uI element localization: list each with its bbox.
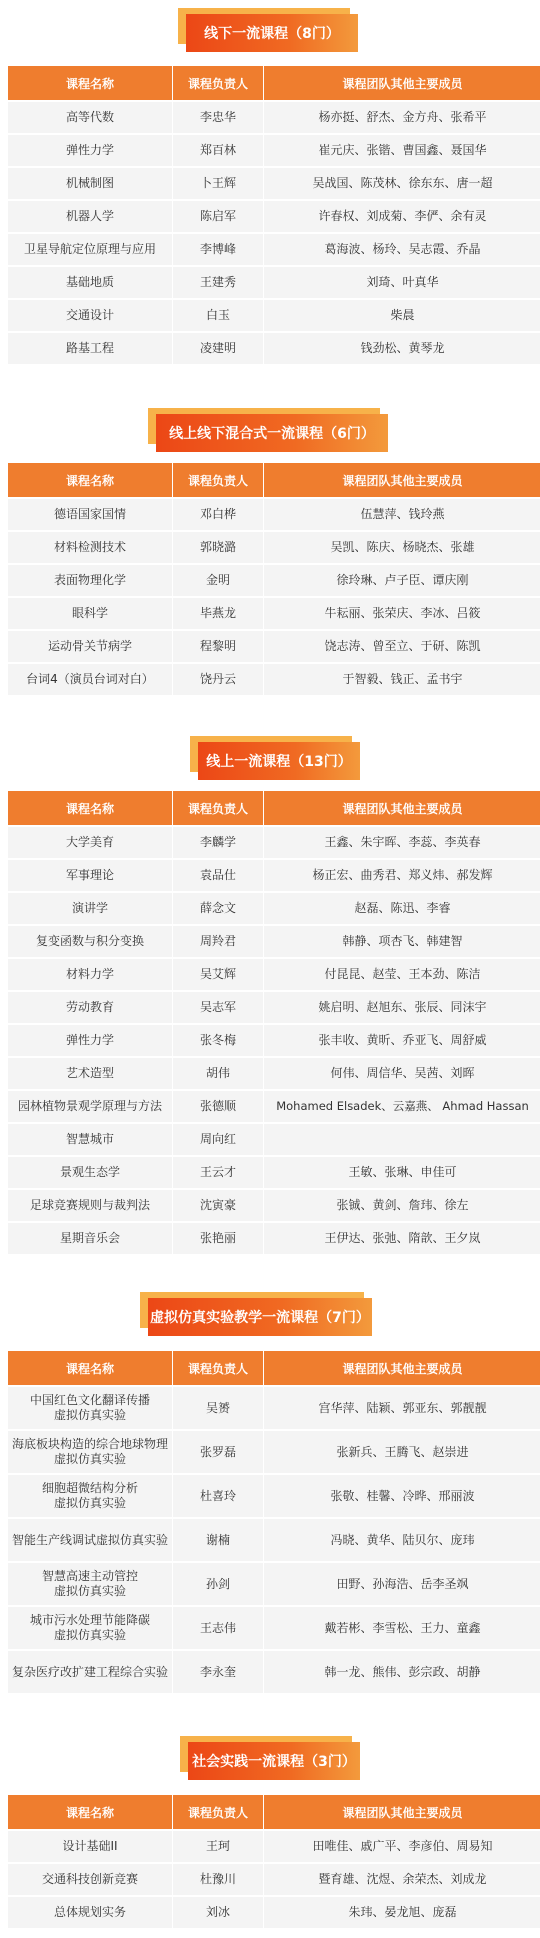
table-row [8,827,540,858]
course-leader-cell: 凌建明 [172,333,263,364]
course-name-cell: 德语国家国情 [8,499,172,530]
course-name-cell: 高等代数 [8,102,172,133]
team-members-cell: 王敏、张琳、申佳可 [263,1157,540,1188]
course-leader-cell: 郭晓潞 [172,532,263,563]
course-leader-cell: 白玉 [172,300,263,331]
course-name-cell: 足球竞赛规则与裁判法 [8,1190,172,1221]
team-members-cell: 杨正宏、曲秀君、郑义炜、郝发辉 [263,860,540,891]
table-row [8,959,540,990]
course-leader-cell: 陈启军 [172,201,263,232]
table-row [8,300,540,331]
table-row [8,1431,540,1473]
course-name-line: 智慧高速主动管控 [41,1569,138,1583]
section-banner [180,1736,360,1780]
course-leader-cell: 王云才 [172,1157,263,1188]
table-row [8,860,540,891]
header-members: 课程团队其他主要成员 [263,463,540,497]
team-members-cell: 朱玮、晏龙旭、庞磊 [263,1897,540,1928]
table-row [8,168,540,199]
team-members-cell: 王鑫、朱宇晖、李蕊、李英春 [263,827,540,858]
course-name-cell: 表面物理化学 [8,565,172,596]
course-name-cell: 大学美育 [8,827,172,858]
table-row [8,1025,540,1056]
team-members-cell: 于智毅、钱正、孟书宇 [263,664,540,695]
table-row [8,1058,540,1089]
header-course: 课程名称 [8,1795,172,1829]
header-course: 课程名称 [8,1351,172,1385]
course-leader-cell: 杜喜玲 [172,1475,263,1517]
course-leader-cell: 吴艾辉 [172,959,263,990]
team-members-cell: 田唯佳、戚广平、李彦伯、周易知 [263,1831,540,1862]
header-leader: 课程负责人 [172,66,263,100]
course-name-cell: 设计基础II [8,1831,172,1862]
team-members-cell: 葛海波、杨玲、吴志霞、乔晶 [263,234,540,265]
table-row [8,1607,540,1649]
team-members-cell: Mohamed Elsadek、云嘉燕、 Ahmad Hassan [263,1091,540,1122]
table-row [8,893,540,924]
course-name-cell: 材料力学 [8,959,172,990]
header-leader: 课程负责人 [172,1795,263,1829]
table-row [8,1124,540,1155]
course-leader-cell: 吴志军 [172,992,263,1023]
course-name-line: 海底板块构造的综合地球物理 [11,1437,168,1451]
course-leader-cell: 李忠华 [172,102,263,133]
table-row [8,1475,540,1517]
course-name-cell: 演讲学 [8,893,172,924]
course-name-cell: 卫星导航定位原理与应用 [8,234,172,265]
team-members-cell: 张铖、黄剑、詹玮、徐左 [263,1190,540,1221]
course-leader-cell: 邓白桦 [172,499,263,530]
course-name-cell [8,1563,172,1605]
course-name-cell: 总体规划实务 [8,1897,172,1928]
course-name-cell [8,1387,172,1429]
header-leader: 课程负责人 [172,791,263,825]
course-leader-cell: 卜王辉 [172,168,263,199]
section-title: 线上一流课程（13门） [198,742,360,780]
course-name-line: 虚拟仿真实验 [53,1496,126,1510]
table-row [8,926,540,957]
course-name-cell: 机械制图 [8,168,172,199]
course-table [8,789,540,1256]
section-title: 线下一流课程（8门） [186,14,358,52]
course-leader-cell: 刘冰 [172,1897,263,1928]
table-row [8,565,540,596]
course-name-cell: 智能生产线调试虚拟仿真实验 [8,1519,172,1561]
table-row [8,135,540,166]
table-row [8,664,540,695]
course-leader-cell: 杜豫川 [172,1864,263,1895]
course-leader-cell: 王珂 [172,1831,263,1862]
team-members-cell: 姚启明、赵旭东、张辰、同沫宇 [263,992,540,1023]
course-name-cell: 智慧城市 [8,1124,172,1155]
team-members-cell: 宫华萍、陆颖、郭亚东、郭靓靓 [263,1387,540,1429]
course-leader-cell: 毕燕龙 [172,598,263,629]
header-leader: 课程负责人 [172,1351,263,1385]
table-row [8,499,540,530]
section-title: 线上线下混合式一流课程（6门） [156,414,388,452]
course-name-cell: 运动骨关节病学 [8,631,172,662]
course-name-cell: 交通设计 [8,300,172,331]
course-table [8,1793,540,1930]
course-name-cell: 交通科技创新竞赛 [8,1864,172,1895]
course-leader-cell: 李博峰 [172,234,263,265]
course-name-line: 城市污水处理节能降碳 [29,1613,150,1627]
table-row [8,992,540,1023]
team-members-cell: 牛耘丽、张荣庆、李冰、吕筱 [263,598,540,629]
course-name-cell [8,1607,172,1649]
course-leader-cell: 程黎明 [172,631,263,662]
course-name-cell: 景观生态学 [8,1157,172,1188]
header-course: 课程名称 [8,66,172,100]
team-members-cell: 暨育雄、沈煜、余荣杰、刘成龙 [263,1864,540,1895]
course-leader-cell: 张艳丽 [172,1223,263,1254]
team-members-cell: 刘琦、叶真华 [263,267,540,298]
team-members-cell: 钱劲松、黄琴龙 [263,333,540,364]
table-row [8,1897,540,1928]
team-members-cell: 吴战国、陈茂林、徐东东、唐一超 [263,168,540,199]
course-leader-cell: 张罗磊 [172,1431,263,1473]
course-leader-cell: 王建秀 [172,267,263,298]
course-leader-cell: 薛念文 [172,893,263,924]
table-row [8,631,540,662]
header-members: 课程团队其他主要成员 [263,66,540,100]
table-row [8,1864,540,1895]
course-name-cell: 眼科学 [8,598,172,629]
table-row [8,102,540,133]
table-row [8,598,540,629]
course-name-cell: 基础地质 [8,267,172,298]
course-leader-cell: 王志伟 [172,1607,263,1649]
course-leader-cell: 张冬梅 [172,1025,263,1056]
table-row [8,1387,540,1429]
team-members-cell: 张新兵、王腾飞、赵崇进 [263,1431,540,1473]
team-members-cell: 王伊达、张弛、隋歆、王夕岚 [263,1223,540,1254]
course-leader-cell: 饶丹云 [172,664,263,695]
course-leader-cell: 李麟学 [172,827,263,858]
section-banner [140,1292,372,1336]
team-members-cell: 饶志涛、曾至立、于研、陈凯 [263,631,540,662]
team-members-cell: 韩静、项杏飞、韩建智 [263,926,540,957]
table-row [8,333,540,364]
team-members-cell: 张敬、桂馨、冷晔、邢丽波 [263,1475,540,1517]
course-name-cell: 军事理论 [8,860,172,891]
section-title: 社会实践一流课程（3门） [188,1742,360,1780]
section-title: 虚拟仿真实验教学一流课程（7门） [148,1298,372,1336]
course-name-cell: 材料检测技术 [8,532,172,563]
course-name-line: 虚拟仿真实验 [53,1452,126,1466]
course-name-line: 细胞超微结构分析 [41,1481,138,1495]
team-members-cell: 崔元庆、张锴、曹国鑫、聂国华 [263,135,540,166]
team-members-cell: 伍慧萍、钱玲燕 [263,499,540,530]
table-row [8,267,540,298]
table-row [8,234,540,265]
table-row [8,1519,540,1561]
team-members-cell: 吴凯、陈庆、杨晓杰、张雄 [263,532,540,563]
table-row [8,1651,540,1693]
course-leader-cell: 张德顺 [172,1091,263,1122]
team-members-cell: 田野、孙海浩、岳李圣飒 [263,1563,540,1605]
team-members-cell: 张丰收、黄昕、乔亚飞、周舒威 [263,1025,540,1056]
course-name-cell: 机器人学 [8,201,172,232]
team-members-cell: 徐玲琳、卢子臣、谭庆刚 [263,565,540,596]
course-name-line: 虚拟仿真实验 [53,1408,126,1422]
course-name-cell: 星期音乐会 [8,1223,172,1254]
course-table [8,1349,540,1695]
table-row [8,1190,540,1221]
course-name-cell: 弹性力学 [8,135,172,166]
team-members-cell: 韩一龙、熊伟、彭宗政、胡静 [263,1651,540,1693]
team-members-cell: 何伟、周信华、吴茜、刘晖 [263,1058,540,1089]
section-banner [190,736,360,780]
header-members: 课程团队其他主要成员 [263,791,540,825]
team-members-cell: 付昆昆、赵莹、王本劲、陈洁 [263,959,540,990]
course-leader-cell: 袁品仕 [172,860,263,891]
table-row [8,532,540,563]
course-leader-cell: 沈寅豪 [172,1190,263,1221]
course-table [8,461,540,697]
course-name-cell [8,1475,172,1517]
table-row [8,1831,540,1862]
team-members-cell: 许春权、刘成菊、李俨、余有灵 [263,201,540,232]
course-name-cell: 台词4（演员台词对白） [8,664,172,695]
header-course: 课程名称 [8,791,172,825]
course-leader-cell: 吴赟 [172,1387,263,1429]
course-name-line: 虚拟仿真实验 [53,1628,126,1642]
header-members: 课程团队其他主要成员 [263,1795,540,1829]
course-name-line: 中国红色文化翻译传播 [29,1393,150,1407]
course-leader-cell: 孙剑 [172,1563,263,1605]
course-name-cell: 复变函数与积分变换 [8,926,172,957]
section-banner [178,8,358,52]
team-members-cell: 赵磊、陈迅、李睿 [263,893,540,924]
course-name-line: 虚拟仿真实验 [53,1584,126,1598]
course-name-cell: 艺术造型 [8,1058,172,1089]
table-row [8,1563,540,1605]
header-members: 课程团队其他主要成员 [263,1351,540,1385]
course-name-cell: 路基工程 [8,333,172,364]
course-name-cell: 园林植物景观学原理与方法 [8,1091,172,1122]
course-leader-cell: 周羚君 [172,926,263,957]
course-name-cell: 弹性力学 [8,1025,172,1056]
section-banner [148,408,388,452]
team-members-cell: 冯晓、黄华、陆贝尔、庞玮 [263,1519,540,1561]
course-leader-cell: 周向红 [172,1124,263,1155]
course-leader-cell: 胡伟 [172,1058,263,1089]
table-row [8,201,540,232]
table-row [8,1223,540,1254]
course-leader-cell: 郑百林 [172,135,263,166]
course-name-cell [8,1431,172,1473]
team-members-cell: 戴若彬、李雪松、王力、童鑫 [263,1607,540,1649]
course-leader-cell: 谢楠 [172,1519,263,1561]
header-course: 课程名称 [8,463,172,497]
course-name-cell: 复杂医疗改扩建工程综合实验 [8,1651,172,1693]
header-leader: 课程负责人 [172,463,263,497]
course-leader-cell: 李永奎 [172,1651,263,1693]
table-row [8,1091,540,1122]
course-leader-cell: 金明 [172,565,263,596]
table-row [8,1157,540,1188]
team-members-cell: 柴晨 [263,300,540,331]
course-name-cell: 劳动教育 [8,992,172,1023]
course-table [8,64,540,366]
team-members-cell: 杨亦挺、舒杰、金方舟、张希平 [263,102,540,133]
team-members-cell [263,1124,540,1155]
